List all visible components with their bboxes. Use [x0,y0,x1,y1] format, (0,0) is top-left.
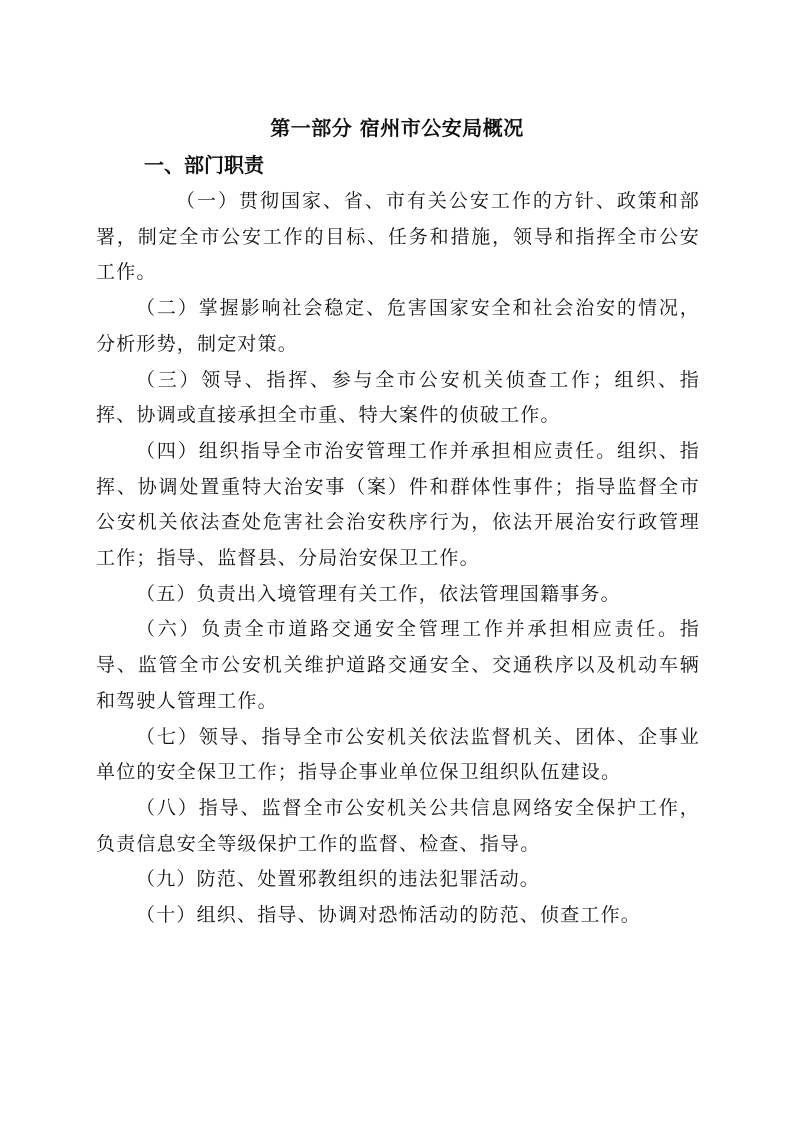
paragraph-duty-3: （三）领导、指挥、参与全市公安机关侦查工作；组织、指挥、协调或直接承担全市重、特大案件的侦破工作。 [96,368,700,427]
paragraph-duty-10: （十）组织、指导、协调对恐怖活动的防范、侦查工作。 [136,904,642,927]
paragraph-duty-4: （四）组织指导全市治安管理工作并承担相应责任。组织、指挥、协调处置重特大治安事（案）件和群体性事件；指导监督全市公安机关依法查处危害社会治安秩序行为，依法开展治安行政管理工作；指导、监督县、分局治安保卫工作。 [96,439,700,570]
paragraph-duty-2: （二）掌握影响社会稳定、危害国家安全和社会治安的情况，分析形势，制定对策。 [96,297,700,355]
body-text [96,184,700,934]
paragraph-duty-9: （九）防范、处置邪教组织的违法犯罪活动。 [136,868,541,891]
paragraph-duty-1: （一）贯彻国家、省、市有关公安工作的方针、政策和部署，制定全市公安工作的目标、任务和措施，领导和指挥全市公安工作。 [96,190,700,284]
section-heading: 一、部门职责 [144,153,264,177]
page-title: 第一部分 宿州市公安局概况 [270,116,524,140]
paragraph-duty-5: （五）负责出入境管理有关工作，依法管理国籍事务。 [136,582,621,605]
paragraph-duty-8: （八）指导、监督全市公安机关公共信息网络安全保护工作，负责信息安全等级保护工作的监督、检查、指导。 [96,796,700,855]
paragraph-duty-6: （六）负责全市道路交通安全管理工作并承担相应责任。指导、监管全市公安机关维护道路交通安全、交通秩序以及机动车辆和驾驶人管理工作。 [96,618,700,712]
paragraph-duty-7: （七）领导、指导全市公安机关依法监督机关、团体、企事业单位的安全保卫工作；指导企事业单位保卫组织队伍建设。 [96,725,700,784]
